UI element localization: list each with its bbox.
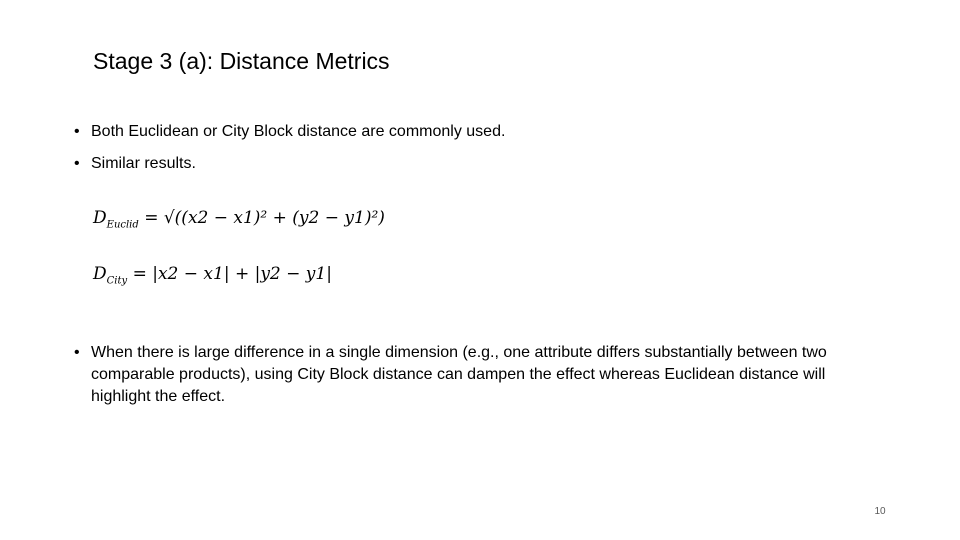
- formula-lhs-subscript: Euclid: [106, 219, 139, 231]
- formula-rhs: √((x2 − x1)² + (y2 − y1)²): [163, 208, 385, 228]
- formula-lhs-subscript: City: [106, 275, 128, 287]
- bullet-text: Similar results.: [91, 155, 196, 172]
- bullet-item: [74, 153, 864, 175]
- bullet-text: Both Euclidean or City Block distance are commonly used.: [91, 123, 506, 140]
- formula-lhs: D: [93, 208, 107, 228]
- city-block-distance-formula: $D_{City} = |x2 - x1| + |y2 - y1|$: [93, 264, 332, 287]
- bullet-icon: •: [74, 155, 80, 172]
- formula-lhs: D: [93, 264, 107, 284]
- bullet-item: [74, 342, 864, 408]
- page-number: 10: [874, 506, 886, 517]
- bullet-text: When there is large difference in a single dimension (e.g., one attribute differs substantially between two comparable products), using City Block distance can dampen the effect whereas Euclidean distance will highlight the effect.: [91, 344, 827, 405]
- euclidean-distance-formula: $D_{Euclid} = √((x2 - x1)^2 + (y2 - y1)^2)$: [93, 208, 385, 231]
- bullet-item: [74, 121, 864, 143]
- bullet-icon: •: [74, 123, 80, 140]
- formula-rhs: |x2 − x1| + |y2 − y1|: [152, 264, 332, 284]
- slide-title: Stage 3 (a): Distance Metrics: [93, 48, 390, 74]
- bullet-icon: •: [74, 344, 80, 361]
